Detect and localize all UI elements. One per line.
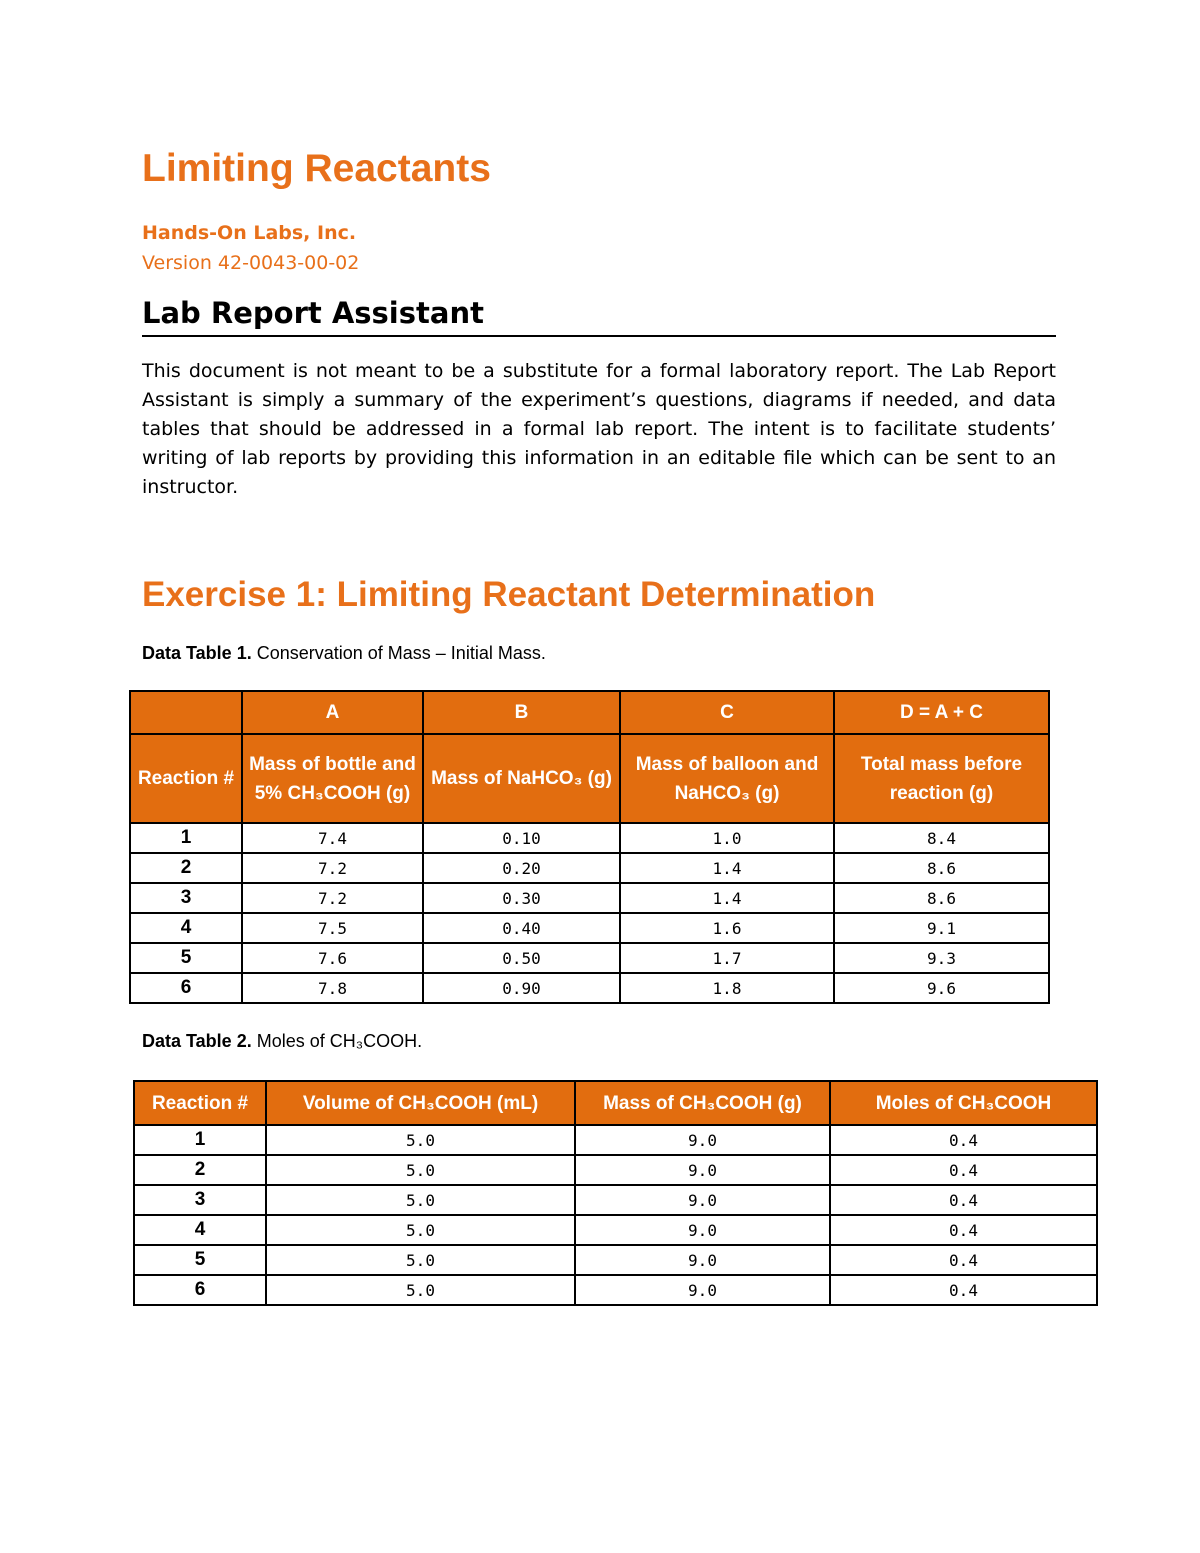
- table1-header-total-mass: Total mass before reaction (g): [834, 734, 1049, 823]
- table-cell: 7.6: [242, 943, 423, 973]
- table-cell: 7.2: [242, 853, 423, 883]
- table-cell: 9.0: [575, 1275, 830, 1305]
- table-cell: 0.50: [423, 943, 620, 973]
- table-row: [130, 823, 1049, 853]
- table-cell: 7.4: [242, 823, 423, 853]
- table-cell: 0.4: [830, 1155, 1097, 1185]
- table-cell: 1.0: [620, 823, 834, 853]
- page-title: Limiting Reactants: [142, 147, 491, 190]
- reaction-number-cell: 4: [130, 913, 242, 943]
- table-cell: 0.30: [423, 883, 620, 913]
- table1-letter-row: [130, 691, 1049, 734]
- table-cell: 0.4: [830, 1275, 1097, 1305]
- table-cell: 1.7: [620, 943, 834, 973]
- reaction-number-cell: 6: [130, 973, 242, 1003]
- table-cell: 5.0: [266, 1245, 575, 1275]
- reaction-number-cell: 1: [130, 823, 242, 853]
- table-cell: 1.6: [620, 913, 834, 943]
- table2-header-moles: Moles of CH₃COOH: [830, 1081, 1097, 1125]
- table-row: [130, 913, 1049, 943]
- table-cell: 0.4: [830, 1215, 1097, 1245]
- reaction-number-cell: 1: [134, 1125, 266, 1155]
- table-cell: 8.6: [834, 853, 1049, 883]
- table-cell: 1.4: [620, 853, 834, 883]
- reaction-number-cell: 2: [134, 1155, 266, 1185]
- table-row: [134, 1125, 1097, 1155]
- table-cell: 7.5: [242, 913, 423, 943]
- table-row: [130, 853, 1049, 883]
- table-cell: 5.0: [266, 1125, 575, 1155]
- table-cell: 0.4: [830, 1245, 1097, 1275]
- table-cell: 5.0: [266, 1155, 575, 1185]
- data-table-2: [133, 1080, 1098, 1306]
- table-cell: 9.0: [575, 1125, 830, 1155]
- table1-header-mass-bottle: Mass of bottle and 5% CH₃COOH (g): [242, 734, 423, 823]
- table-cell: 9.1: [834, 913, 1049, 943]
- table-cell: 0.10: [423, 823, 620, 853]
- version-label: Version 42-0043-00-02: [142, 252, 360, 274]
- table1-caption-label: Data Table 1.: [142, 643, 252, 663]
- table1-letter-c: C: [620, 691, 834, 734]
- table-cell: 9.0: [575, 1185, 830, 1215]
- reaction-number-cell: 6: [134, 1275, 266, 1305]
- exercise-title: Exercise 1: Limiting Reactant Determination: [142, 575, 876, 614]
- table-cell: 9.3: [834, 943, 1049, 973]
- reaction-number-cell: 2: [130, 853, 242, 883]
- table1-caption-text: Conservation of Mass – Initial Mass.: [251, 643, 546, 663]
- table1-header-reaction: Reaction #: [130, 734, 242, 823]
- table-cell: 8.6: [834, 883, 1049, 913]
- table-cell: 5.0: [266, 1215, 575, 1245]
- table-cell: 0.40: [423, 913, 620, 943]
- table2-header-row: [134, 1081, 1097, 1125]
- reaction-number-cell: 4: [134, 1215, 266, 1245]
- table2-header-volume: Volume of CH₃COOH (mL): [266, 1081, 575, 1125]
- table-cell: 7.8: [242, 973, 423, 1003]
- table-cell: 9.0: [575, 1155, 830, 1185]
- table-row: [134, 1155, 1097, 1185]
- table1-letter-b: B: [423, 691, 620, 734]
- reaction-number-cell: 5: [130, 943, 242, 973]
- table-cell: 9.0: [575, 1215, 830, 1245]
- table-cell: 0.90: [423, 973, 620, 1003]
- reaction-number-cell: 3: [134, 1185, 266, 1215]
- table1-header-mass-nahco3: Mass of NaHCO₃ (g): [423, 734, 620, 823]
- table-row: [134, 1185, 1097, 1215]
- table-cell: 5.0: [266, 1275, 575, 1305]
- table2-header-reaction: Reaction #: [134, 1081, 266, 1125]
- lab-report-assistant-heading: Lab Report Assistant: [142, 296, 1056, 337]
- table1-label-row: [130, 734, 1049, 823]
- table-cell: 9.6: [834, 973, 1049, 1003]
- table1-blank-corner: [130, 691, 242, 734]
- table-row: [130, 883, 1049, 913]
- table1-letter-a: A: [242, 691, 423, 734]
- table-cell: 0.4: [830, 1185, 1097, 1215]
- table2-caption: [142, 1031, 422, 1052]
- table2-caption-text: Moles of CH₃COOH.: [251, 1031, 423, 1051]
- table1-header-mass-balloon: Mass of balloon and NaHCO₃ (g): [620, 734, 834, 823]
- table-cell: 1.4: [620, 883, 834, 913]
- table-row: [134, 1245, 1097, 1275]
- reaction-number-cell: 3: [130, 883, 242, 913]
- table2-header-mass: Mass of CH₃COOH (g): [575, 1081, 830, 1125]
- data-table-1: [129, 690, 1050, 1004]
- table-row: [130, 943, 1049, 973]
- table-row: [134, 1215, 1097, 1245]
- table1-letter-d: D = A + C: [834, 691, 1049, 734]
- table-cell: 0.4: [830, 1125, 1097, 1155]
- table-cell: 5.0: [266, 1185, 575, 1215]
- table-cell: 1.8: [620, 973, 834, 1003]
- table2-caption-label: Data Table 2.: [142, 1031, 252, 1051]
- table-cell: 7.2: [242, 883, 423, 913]
- organization-name: Hands-On Labs, Inc.: [142, 222, 357, 244]
- table-cell: 8.4: [834, 823, 1049, 853]
- table-row: [134, 1275, 1097, 1305]
- reaction-number-cell: 5: [134, 1245, 266, 1275]
- intro-paragraph: This document is not meant to be a substitute for a formal laboratory report. The Lab Report Assistant is simply a summary of the experiment’s questions, diagrams if needed, and data tables that should be addressed in a formal lab report. The intent is to facilitate students’ writing of lab reports by providing this information in an editable file which can be sent to an instructor.: [142, 360, 1056, 498]
- table-cell: 0.20: [423, 853, 620, 883]
- table-cell: 9.0: [575, 1245, 830, 1275]
- table1-caption: [142, 643, 546, 664]
- table-row: [130, 973, 1049, 1003]
